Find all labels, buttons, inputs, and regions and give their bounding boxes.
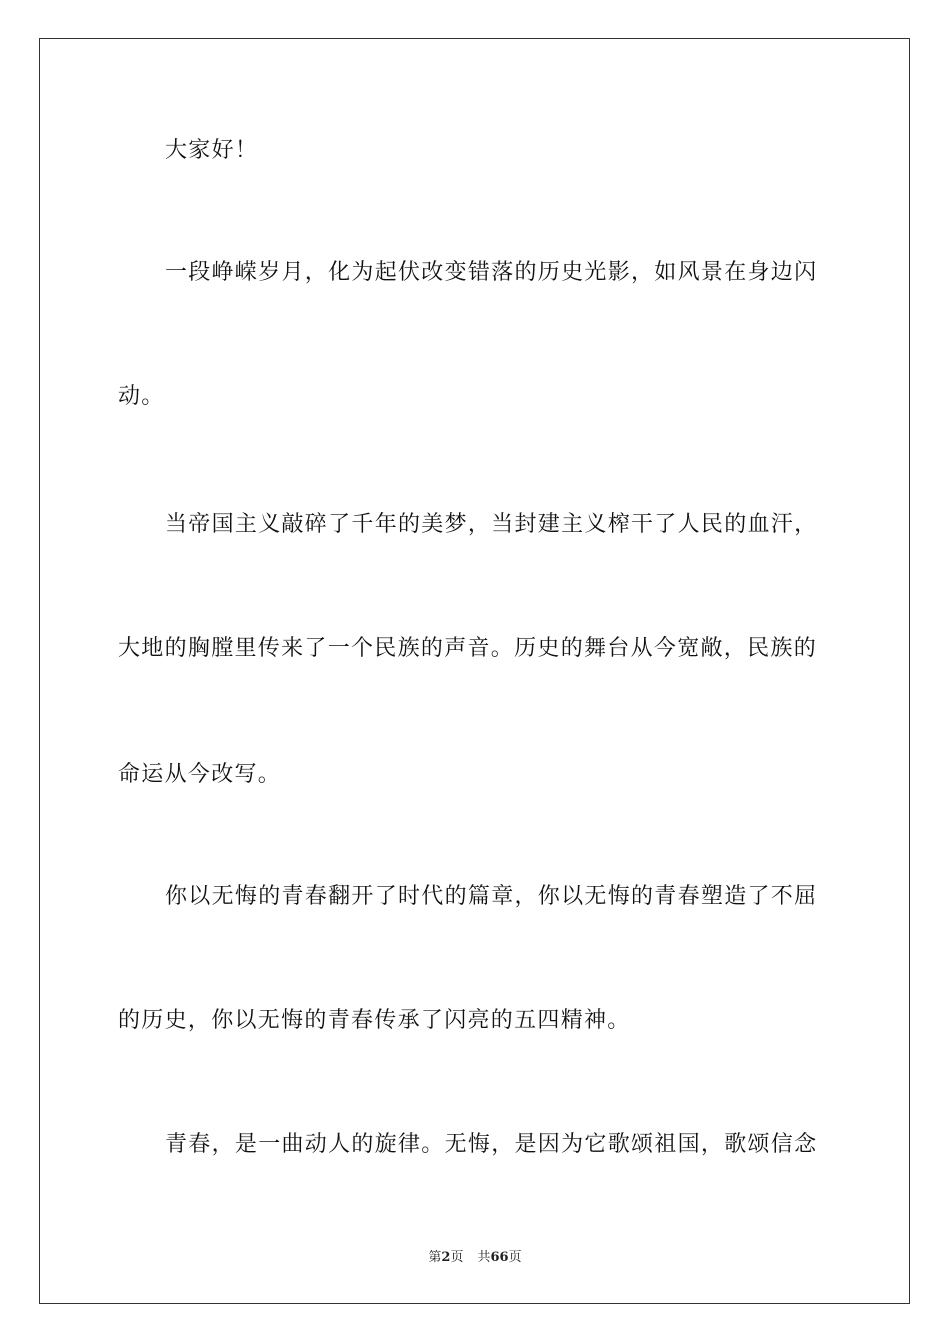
page-suffix: 页 [450, 1250, 464, 1265]
total-suffix: 页 [508, 1250, 522, 1265]
text-line-6: 命运从今改写。 [118, 762, 282, 787]
text-line-8: 的历史，你以无悔的青春传承了闪亮的五四精神。 [118, 1008, 631, 1033]
text-line-9: 青春，是一曲动人的旋律。无悔，是因为它歌颂祖国，歌颂信念 [165, 1132, 818, 1157]
page-border [39, 38, 910, 1304]
text-line-4: 当帝国主义敲碎了千年的美梦，当封建主义榨干了人民的血汗， [165, 512, 818, 537]
page-footer [0, 1246, 950, 1265]
page-total: 66 [490, 1250, 509, 1265]
text-line-2: 一段峥嵘岁月，化为起伏改变错落的历史光影，如风景在身边闪 [165, 260, 818, 285]
total-prefix: 共 [477, 1250, 491, 1265]
text-line-1: 大家好！ [165, 138, 259, 163]
text-line-7: 你以无悔的青春翻开了时代的篇章，你以无悔的青春塑造了不屈 [165, 884, 818, 909]
text-line-5: 大地的胸膛里传来了一个民族的声音。历史的舞台从今宽敞，民族的 [118, 636, 818, 661]
text-line-3: 动。 [118, 384, 165, 409]
page-current: 2 [441, 1250, 451, 1265]
page-prefix: 第 [428, 1250, 442, 1265]
